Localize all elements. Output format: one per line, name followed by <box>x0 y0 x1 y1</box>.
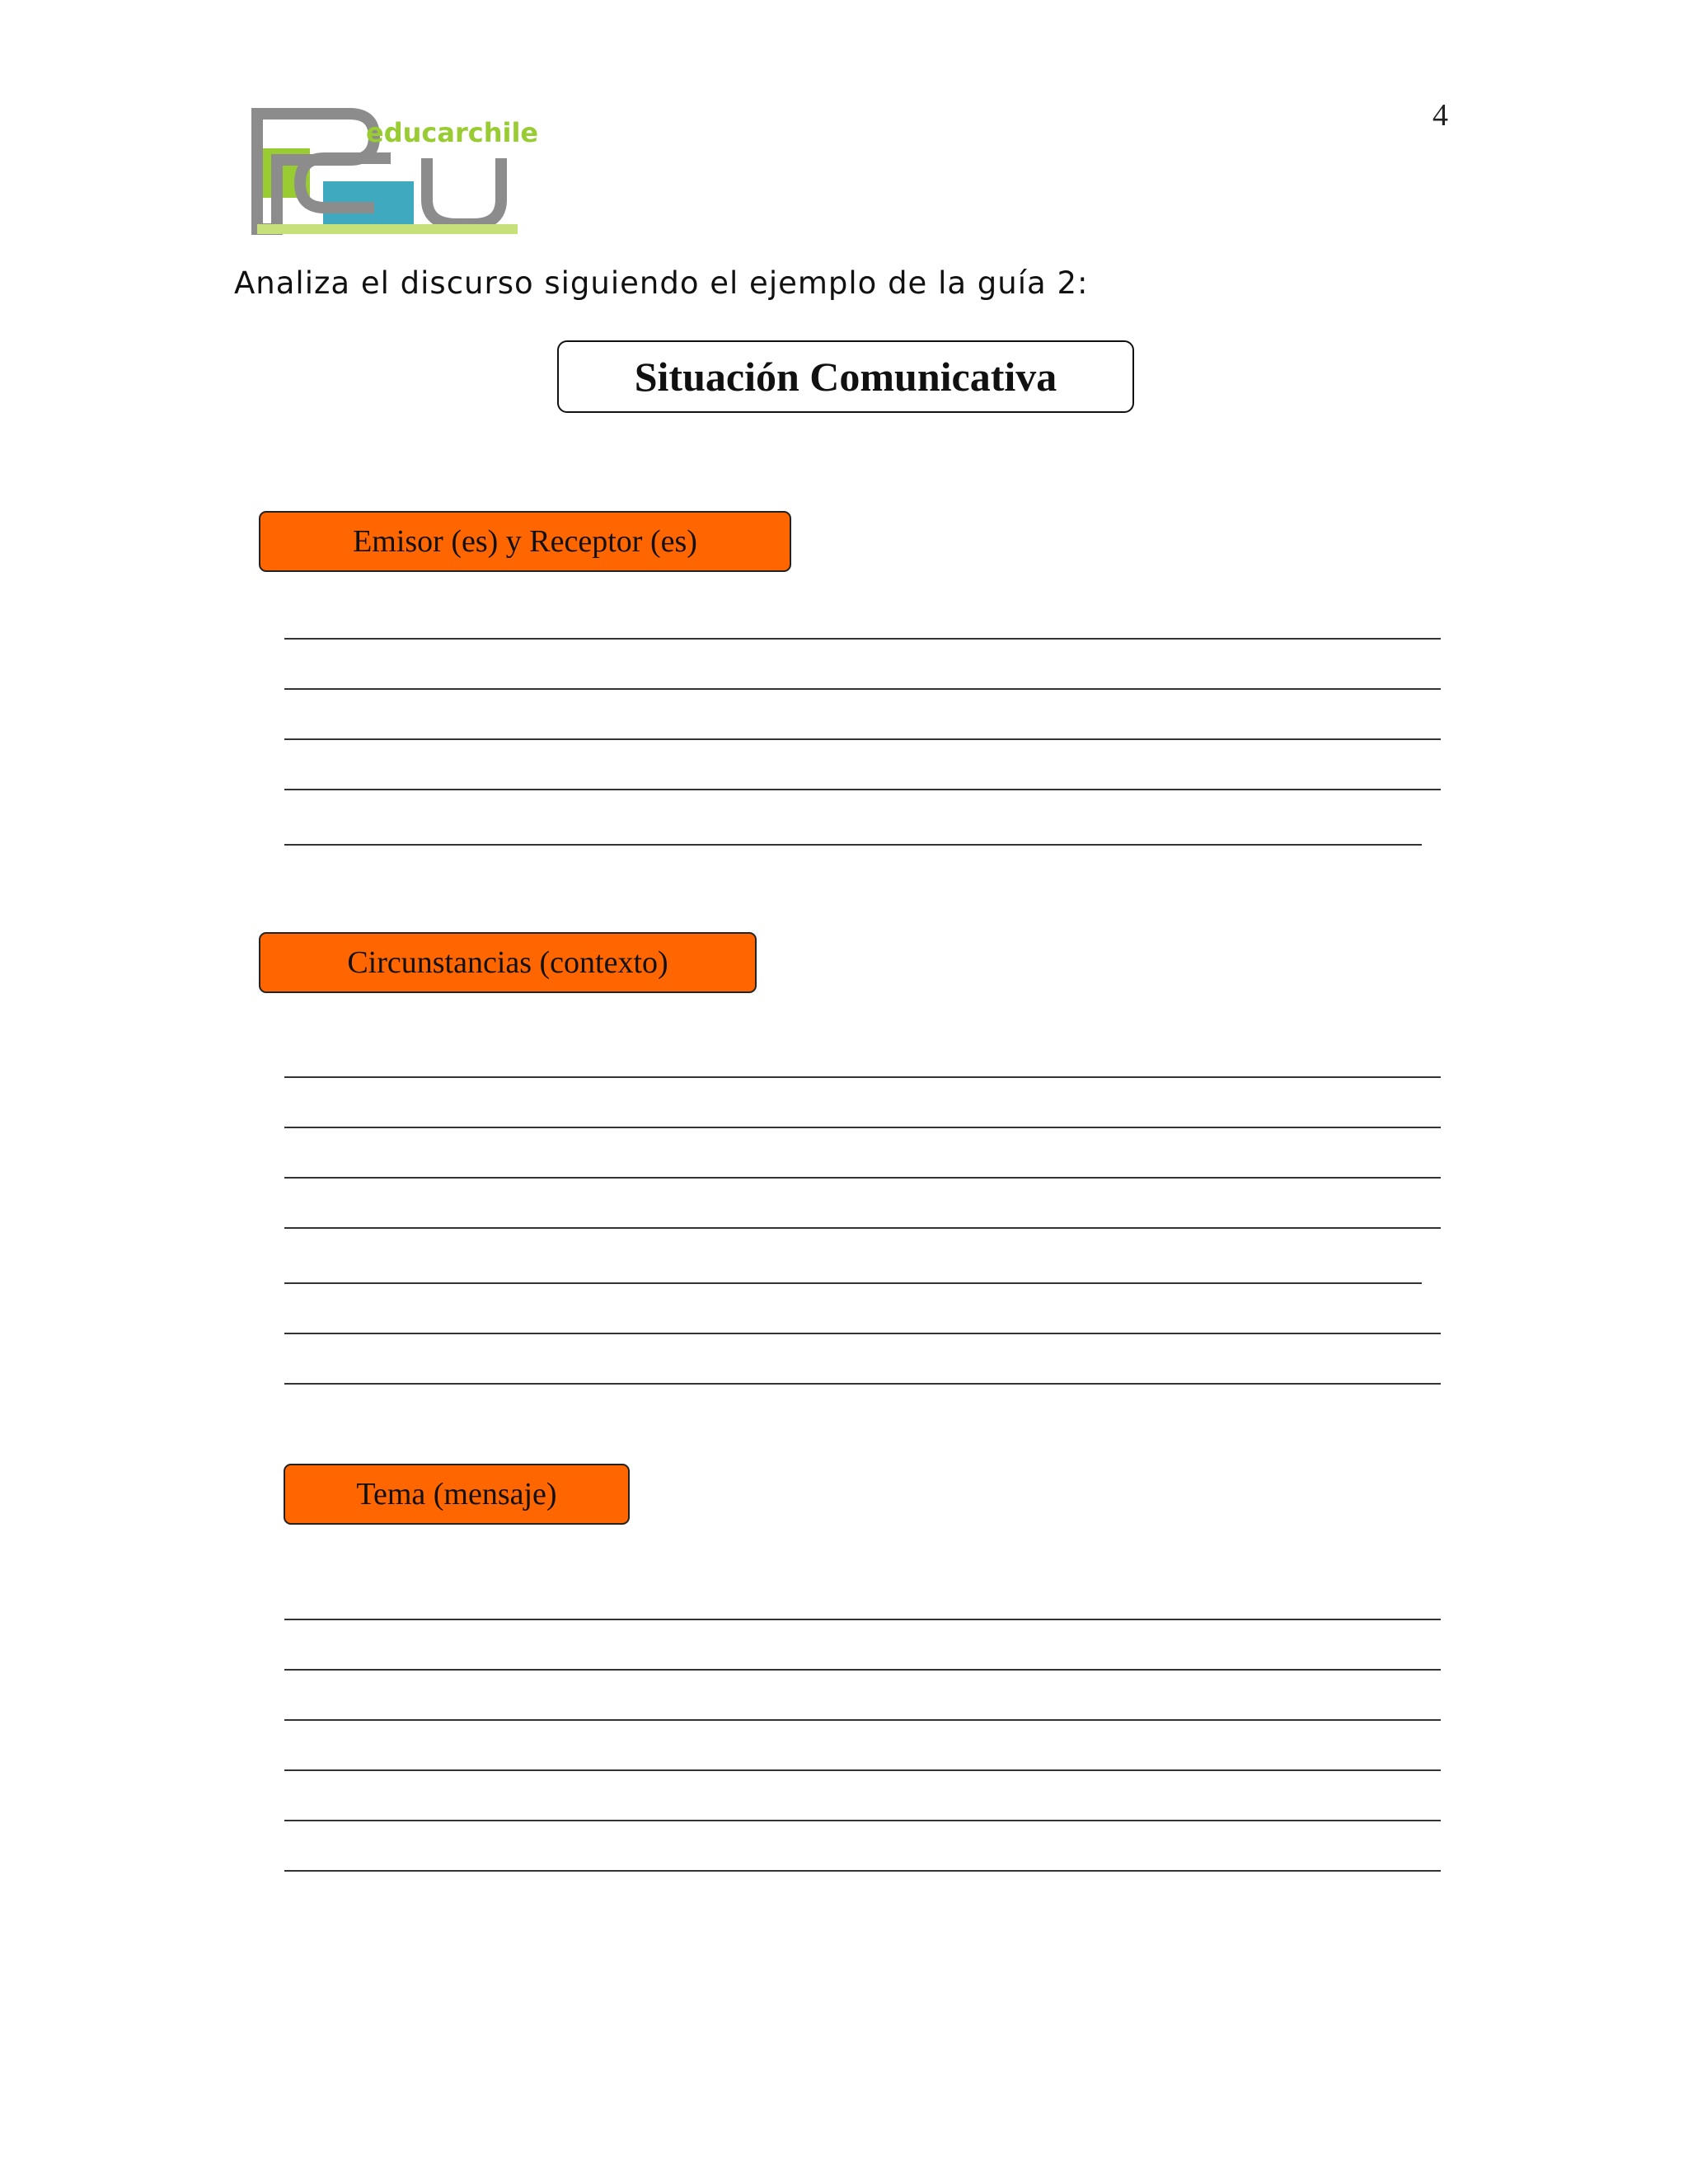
answer-line[interactable] <box>284 638 1441 640</box>
section-label-tema <box>284 1464 630 1525</box>
section-label-text: Circunstancias (contexto) <box>347 945 668 980</box>
answer-line[interactable] <box>284 1619 1441 1620</box>
page-title <box>557 340 1134 413</box>
section-label-circunstancias <box>259 932 757 993</box>
answer-line[interactable] <box>284 1820 1441 1821</box>
answer-line[interactable] <box>284 844 1422 846</box>
section-label-emisor-receptor <box>259 511 791 572</box>
answer-line[interactable] <box>284 1282 1422 1284</box>
logo-text: educarchile <box>366 117 539 148</box>
answer-line[interactable] <box>284 1127 1441 1128</box>
answer-line[interactable] <box>284 738 1441 740</box>
page-number: 4 <box>1432 98 1448 133</box>
answer-line[interactable] <box>284 1333 1441 1334</box>
answer-line[interactable] <box>284 1076 1441 1078</box>
answer-line[interactable] <box>284 688 1441 690</box>
answer-line[interactable] <box>284 1383 1441 1385</box>
instructions-text: Analiza el discurso siguiendo el ejemplo de la guía 2: <box>234 265 1089 301</box>
page-title-text: Situación Comunicativa <box>634 354 1057 400</box>
answer-line[interactable] <box>284 789 1441 790</box>
section-label-text: Emisor (es) y Receptor (es) <box>353 524 697 559</box>
educarchile-psu-logo <box>251 109 539 234</box>
answer-line[interactable] <box>284 1769 1441 1771</box>
answer-line[interactable] <box>284 1669 1441 1671</box>
answer-line[interactable] <box>284 1870 1441 1872</box>
answer-line[interactable] <box>284 1227 1441 1229</box>
section-label-text: Tema (mensaje) <box>356 1477 557 1511</box>
answer-line[interactable] <box>284 1719 1441 1721</box>
answer-line[interactable] <box>284 1177 1441 1179</box>
